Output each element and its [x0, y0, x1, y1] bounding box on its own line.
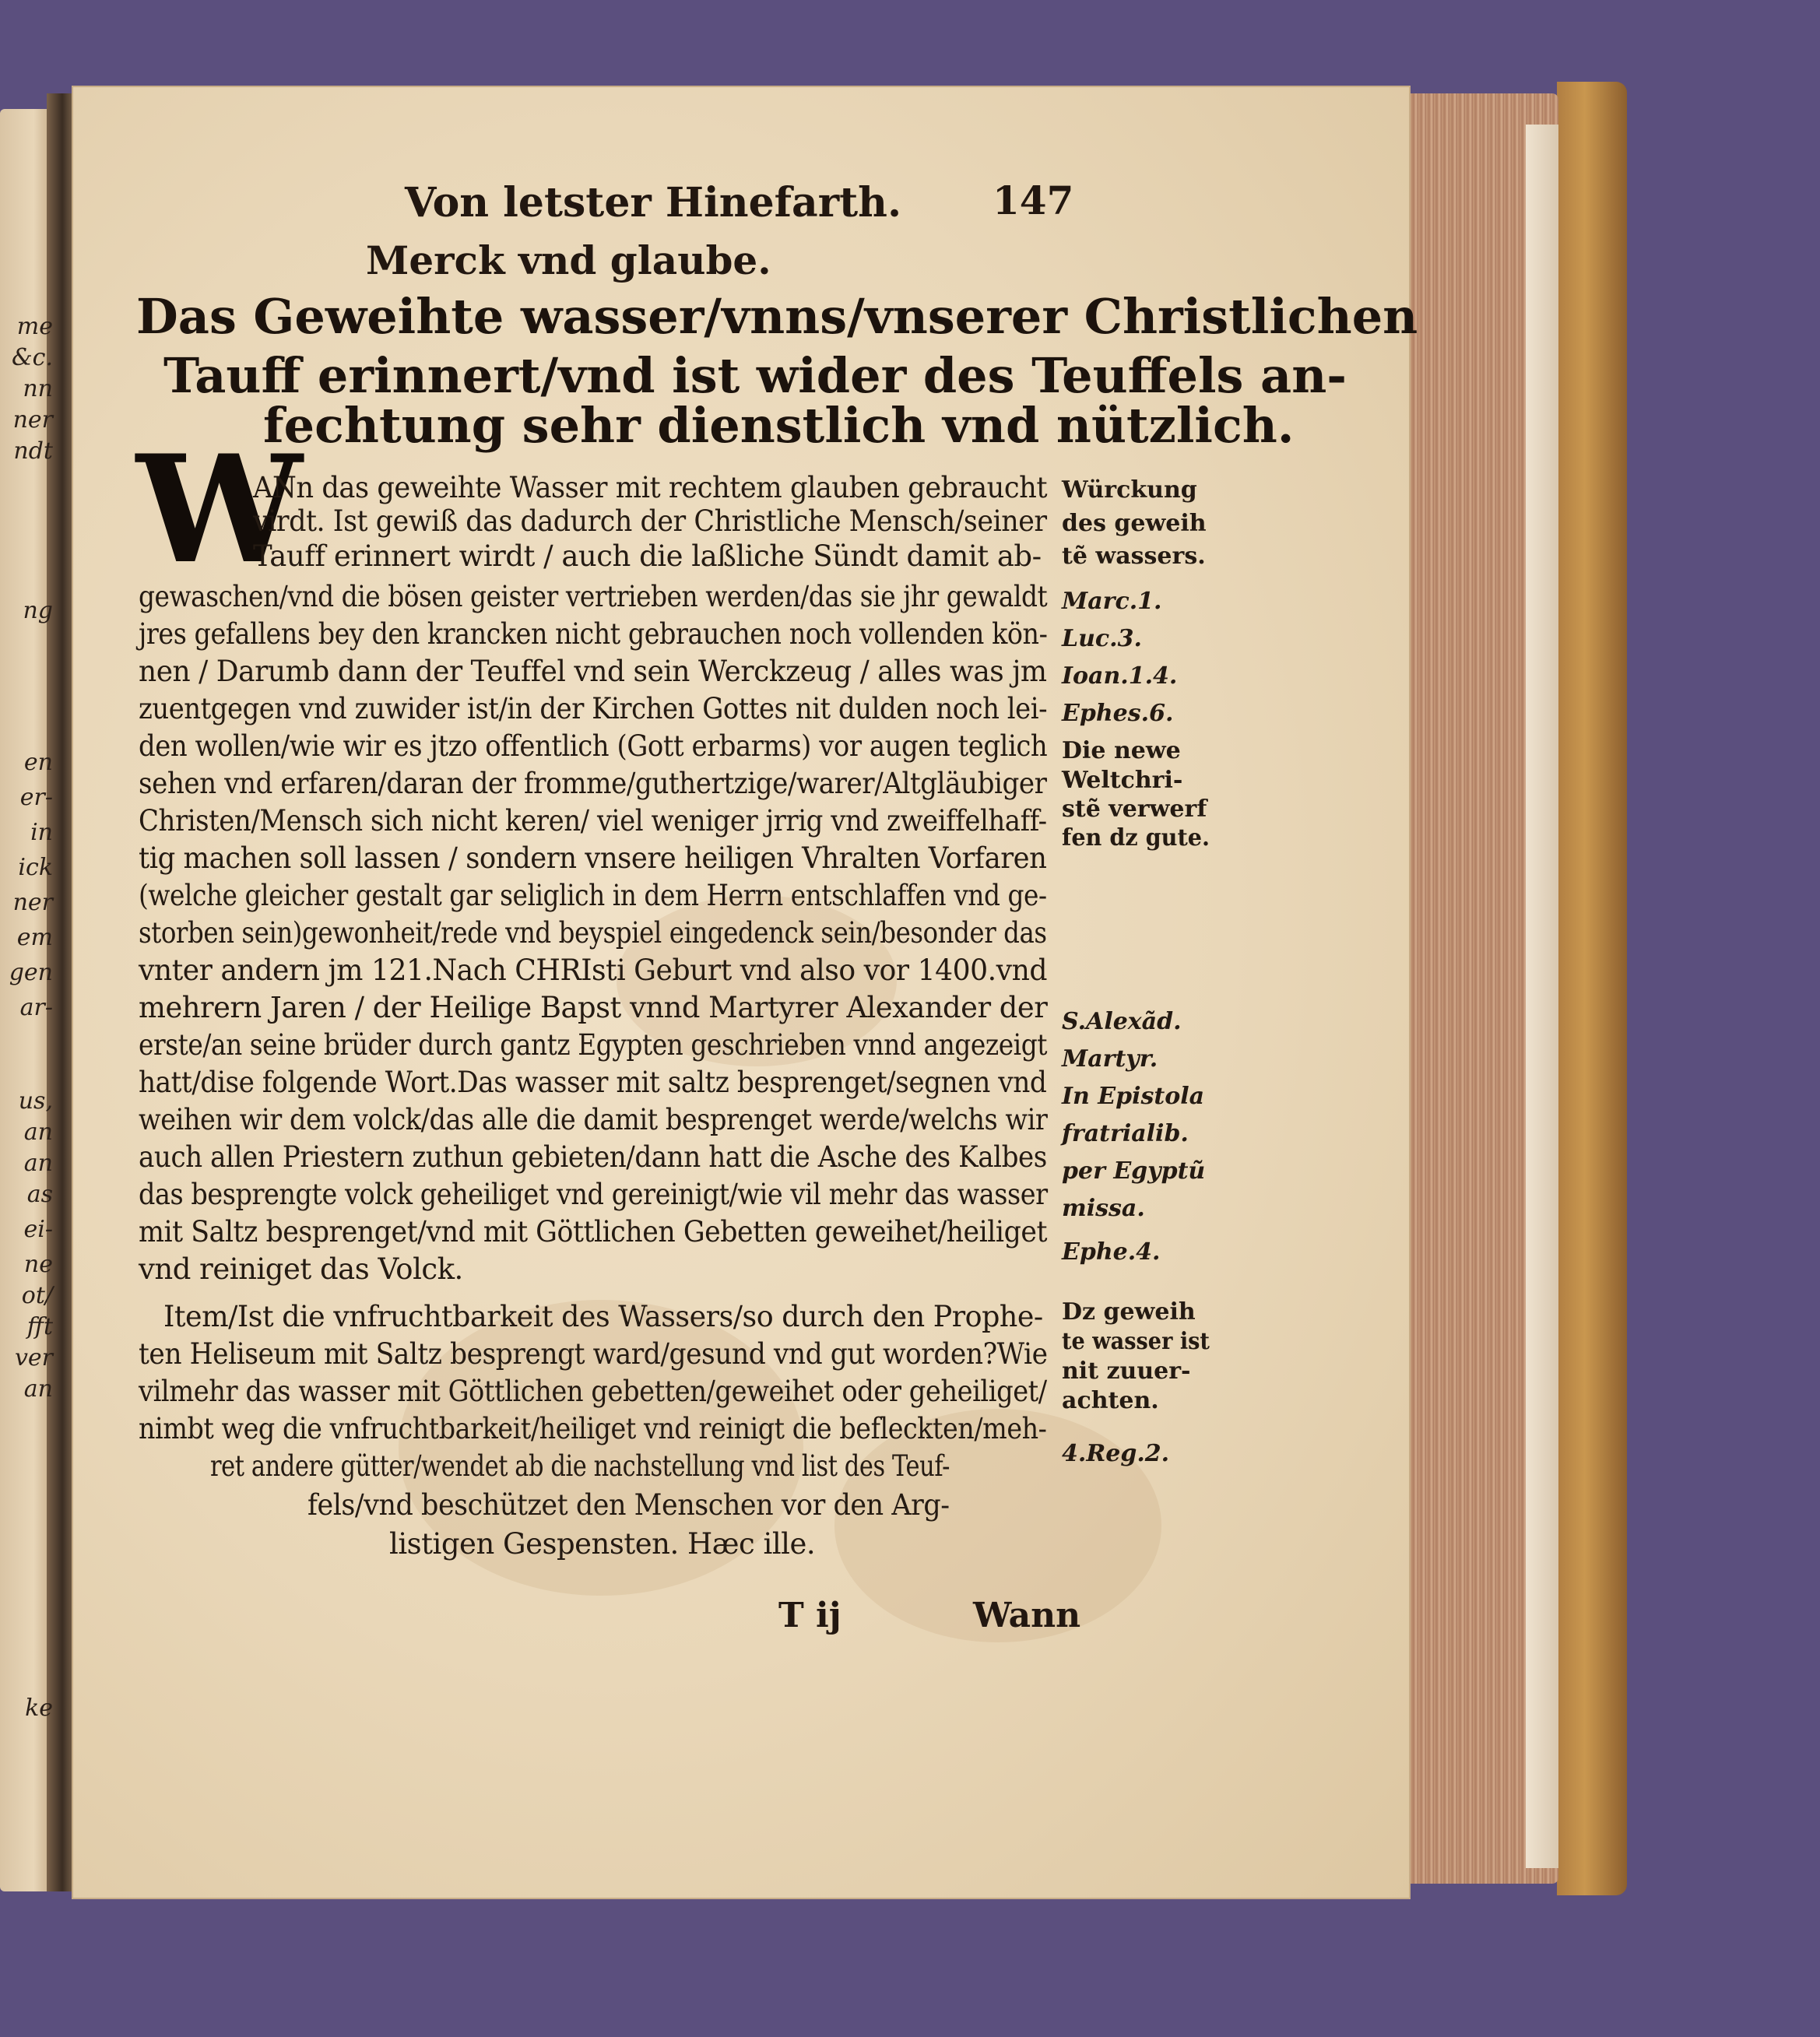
body-line: nen / Darumb dann der Teuffel vnd sein Werckzeug / alles was jm	[139, 655, 1047, 688]
body-line: Tauff erinnert wirdt / auch die laßliche Sündt damit ab-	[253, 539, 1042, 573]
body-line: (welche gleicher gestalt gar seliglich in dem Herrn entschlaffen vnd ge-	[139, 879, 1047, 912]
left-page-fragment: ner	[12, 406, 53, 434]
margin-note: Ephes.6.	[1062, 700, 1174, 727]
margin-note: Marc.1.	[1062, 588, 1162, 615]
left-page-fragment: em	[16, 924, 53, 951]
left-page-fragment: ick	[18, 854, 53, 881]
margin-note: missa.	[1062, 1195, 1145, 1222]
body-line: das besprengte volck geheiliget vnd gereinigt/wie vil mehr das wasser	[139, 1178, 1048, 1211]
left-page-fragment: ner	[12, 889, 53, 916]
page-fore-edge-inner	[1526, 125, 1558, 1868]
body-line: virdt. Ist gewiß das dadurch der Christliche Mensch/seiner	[253, 504, 1047, 538]
left-page-fragment: ar-	[19, 994, 53, 1021]
margin-note: achten.	[1062, 1387, 1159, 1414]
body-line: weihen wir dem volck/das alle die damit besprenget werde/welchs wir	[139, 1103, 1048, 1136]
margin-note: stẽ verwerf	[1062, 795, 1207, 823]
decorated-initial: W	[136, 423, 303, 596]
body-line: mit Saltz besprenget/vnd mit Göttlichen Gebetten geweihet/heiliget	[139, 1215, 1047, 1249]
left-page-fragment: ne	[23, 1251, 53, 1278]
left-page-fragment: &c.	[11, 344, 53, 371]
margin-note: Martyr.	[1062, 1045, 1158, 1073]
body-line: tig machen soll lassen / sondern vnsere heiligen Vhralten Vorfaren	[139, 841, 1047, 875]
left-page-fragment: ot/	[21, 1282, 53, 1309]
margin-note: 4.Reg.2.	[1062, 1440, 1170, 1467]
left-page-fragment: er-	[19, 784, 53, 811]
body-line: ten Heliseum mit Saltz besprengt ward/gesund vnd gut worden?Wie	[139, 1337, 1048, 1371]
running-head: Von letster Hinefarth.	[405, 179, 902, 227]
body-line: ANn das geweihte Wasser mit rechtem glauben gebraucht	[253, 471, 1048, 504]
body-line: mehrern Jaren / der Heilige Bapst vnnd Martyrer Alexander der	[139, 991, 1048, 1024]
body-line: Item/Ist die vnfruchtbarkeit des Wassers/so durch den Prophe-	[163, 1300, 1043, 1333]
left-page-fragment: ei-	[23, 1216, 53, 1243]
margin-note: Würckung	[1062, 476, 1197, 504]
margin-note: des geweih	[1062, 510, 1207, 537]
margin-note: fen dz gute.	[1062, 824, 1210, 852]
left-page-fragment: us,	[18, 1087, 53, 1115]
body-line: zuentgegen vnd zuwider ist/in der Kirchen Gottes nit dulden noch lei-	[139, 692, 1048, 725]
left-page-fragment: en	[23, 749, 53, 776]
margin-note: Luc.3.	[1062, 625, 1142, 652]
body-line: ret andere gütter/wendet ab die nachstellung vnd list des Teuf-	[210, 1449, 950, 1483]
chapter-title-line-2: Tauff erinnert/vnd ist wider des Teuffels an-	[163, 347, 1347, 404]
body-line: den wollen/wie wir es jtzo offentlich (Gott erbarms) vor augen teglich	[139, 729, 1048, 763]
margin-note: fratrialib.	[1062, 1120, 1189, 1147]
cover-board	[1557, 82, 1627, 1895]
margin-note: Dz geweih	[1062, 1298, 1196, 1326]
margin-note: In Epistola	[1062, 1083, 1205, 1110]
left-page-fragment: an	[23, 1375, 53, 1403]
margin-note: Weltchri-	[1062, 767, 1183, 794]
margin-note: tẽ wassers.	[1062, 543, 1206, 570]
body-line: listigen Gespensten. Hæc ille.	[389, 1527, 816, 1561]
catchword: Wann	[973, 1596, 1081, 1635]
margin-note: Ephe.4.	[1062, 1238, 1161, 1266]
body-line: fels/vnd beschützet den Menschen vor den Arg-	[307, 1488, 950, 1522]
left-page-fragment: fft	[26, 1313, 53, 1340]
margin-note: Die newe	[1062, 737, 1181, 764]
margin-note: nit zuuer-	[1062, 1357, 1191, 1385]
margin-note: S.Alexãd.	[1062, 1008, 1182, 1035]
motto: Merck vnd glaube.	[366, 237, 771, 283]
left-page-fragment: in	[30, 819, 53, 846]
body-line: gewaschen/vnd die bösen geister vertrieben werden/das sie jhr gewaldt	[139, 580, 1048, 613]
body-line: sehen vnd erfaren/daran der fromme/guthertzige/warer/Altgläubiger	[139, 767, 1047, 800]
body-line: vnter andern jm 121.Nach CHRIsti Geburt vnd also vor 1400.vnd	[139, 954, 1048, 987]
left-page-fragment: an	[23, 1119, 53, 1146]
left-page-fragment: an	[23, 1150, 53, 1177]
body-line: jres gefallens bey den krancken nicht gebrauchen noch vollenden kön-	[139, 617, 1048, 651]
margin-note: per Egyptũ	[1062, 1157, 1206, 1185]
body-line: nimbt weg die vnfruchtbarkeit/heiliget vnd reinigt die befleckten/meh-	[139, 1412, 1047, 1445]
signature-mark: T ij	[778, 1596, 841, 1635]
body-line: hatt/dise folgende Wort.Das wasser mit saltz besprenget/segnen vnd	[139, 1066, 1047, 1099]
left-page-fragment: me	[16, 313, 53, 340]
body-line: vnd reiniget das Volck.	[139, 1252, 463, 1286]
body-line: auch allen Priestern zuthun gebieten/dann hatt die Asche des Kalbes	[139, 1140, 1047, 1174]
body-line: Christen/Mensch sich nicht keren/ viel weniger jrrig vnd zweiffelhaff-	[139, 804, 1047, 838]
body-line: vilmehr das wasser mit Göttlichen gebetten/geweihet oder geheiliget/	[139, 1375, 1047, 1408]
margin-note: Ioan.1.4.	[1062, 662, 1178, 690]
left-page-fragment: ke	[25, 1695, 53, 1722]
page-number: 147	[993, 177, 1074, 223]
chapter-title-line-3: fechtung sehr dienstlich vnd nützlich.	[263, 397, 1295, 454]
left-page-fragment: gen	[9, 959, 53, 986]
left-page-fragment: ver	[14, 1344, 53, 1371]
chapter-title-line-1: Das Geweihte wasser/vnns/vnserer Christlichen	[136, 288, 1418, 345]
left-page-fragment: ng	[23, 597, 53, 624]
body-line: storben sein)gewonheit/rede vnd beyspiel eingedenck sein/besonder das	[139, 916, 1047, 950]
margin-note: te wasser ist	[1062, 1328, 1210, 1355]
body-line: erste/an seine brüder durch gantz Egypten geschrieben vnnd angezeigt	[139, 1028, 1048, 1062]
left-page-fragment: ndt	[13, 437, 53, 465]
left-page-fragment: nn	[23, 375, 53, 402]
left-page-fragment: as	[26, 1181, 53, 1208]
